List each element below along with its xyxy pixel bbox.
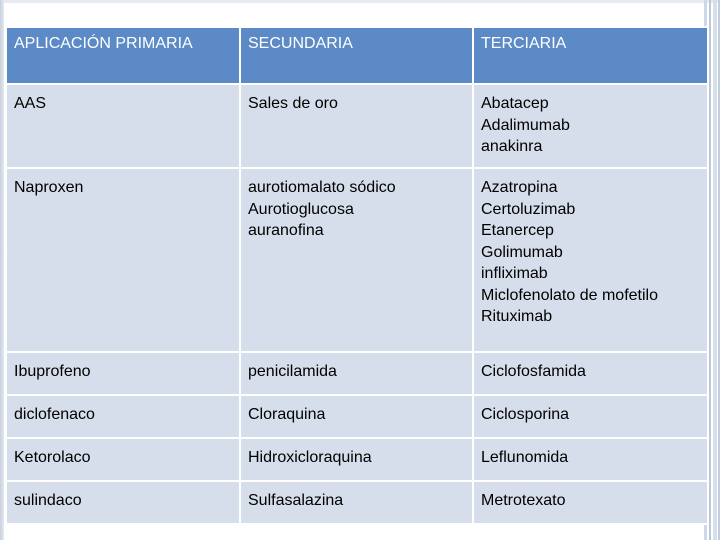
cell-primaria xyxy=(6,481,240,524)
cell-primaria xyxy=(6,395,240,438)
cell-text: Ciclosporina xyxy=(481,406,570,423)
header-terciaria: TERCIARIA xyxy=(473,27,708,84)
cell-text: infliximab xyxy=(481,265,548,282)
cell-secundaria xyxy=(240,481,473,524)
header-secundaria: SECUNDARIA xyxy=(240,27,473,84)
cell-text: Ketorolaco xyxy=(14,449,91,466)
table-row xyxy=(6,352,708,395)
cell-primaria xyxy=(6,168,240,352)
cell-text: Aurotioglucosa xyxy=(248,200,354,218)
cell-text: Ibuprofeno xyxy=(14,363,91,380)
cell-text: Rituximab xyxy=(481,308,553,325)
cell-primaria xyxy=(6,84,240,168)
cell-text: sulindaco xyxy=(14,492,82,509)
cell-text: Sales de oro xyxy=(248,95,338,112)
cell-text: aurotiomalato sódico xyxy=(248,179,396,196)
cell-terciaria xyxy=(473,395,708,438)
cell-primaria xyxy=(6,438,240,481)
header-primaria: APLICACIÓN PRIMARIA xyxy=(6,27,240,84)
cell-text: Adalimumab xyxy=(481,116,570,134)
cell-secundaria xyxy=(240,438,473,481)
cell-text: Certoluzimab xyxy=(481,200,576,218)
cell-terciaria xyxy=(473,438,708,481)
cell-text: Naproxen xyxy=(14,179,84,196)
cell-secundaria xyxy=(240,84,473,168)
cell-text: Ciclofosfamida xyxy=(481,363,586,380)
top-border xyxy=(0,0,720,3)
cell-text: diclofenaco xyxy=(14,406,95,423)
table-row xyxy=(6,481,708,524)
cell-terciaria xyxy=(473,168,708,352)
left-border xyxy=(0,0,4,540)
table-header-row xyxy=(6,27,708,84)
table-row xyxy=(6,395,708,438)
cell-text: Leflunomida xyxy=(481,449,569,466)
cell-text: Cloraquina xyxy=(248,406,326,423)
table-row xyxy=(6,438,708,481)
cell-secundaria xyxy=(240,168,473,352)
cell-terciaria xyxy=(473,481,708,524)
cell-text: Etanercep xyxy=(481,222,554,239)
cell-text: Metrotexato xyxy=(481,492,566,509)
cell-text: penicilamida xyxy=(248,363,337,380)
cell-text: Abatacep xyxy=(481,95,549,112)
cell-text: Hidroxicloraquina xyxy=(248,449,372,466)
cell-primaria xyxy=(6,352,240,395)
drug-application-table xyxy=(5,26,709,525)
cell-secundaria xyxy=(240,395,473,438)
cell-terciaria xyxy=(473,84,708,168)
cell-text: auranofina xyxy=(248,222,324,239)
decor-stripe xyxy=(713,0,717,540)
cell-text: Azatropina xyxy=(481,179,558,196)
cell-text: Golimumab xyxy=(481,243,563,261)
cell-secundaria xyxy=(240,352,473,395)
cell-text: anakinra xyxy=(481,138,543,155)
decor-stripe xyxy=(709,0,711,540)
cell-text: AAS xyxy=(14,95,47,112)
cell-text: Miclofenolato de mofetilo xyxy=(481,286,658,304)
cell-text: Sulfasalazina xyxy=(248,492,344,509)
cell-terciaria xyxy=(473,352,708,395)
table-row xyxy=(6,168,708,352)
table-row xyxy=(6,84,708,168)
